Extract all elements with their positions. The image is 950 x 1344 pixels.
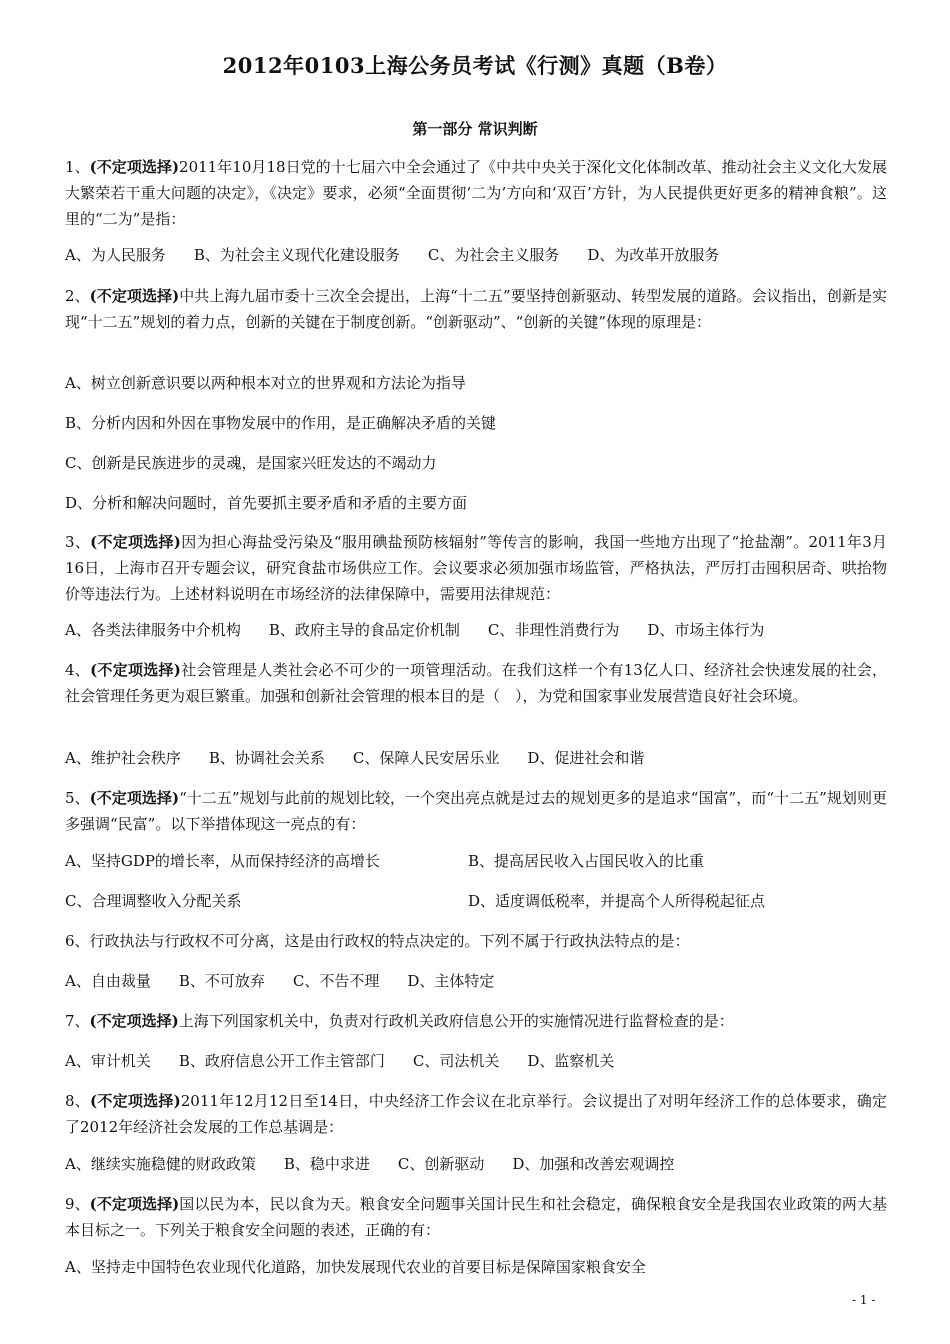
option-c: C、合理调整收入分配关系 [65, 892, 242, 910]
option-b: B、不可放弃 [178, 972, 265, 990]
question-type-tag: (不定项选择) [90, 533, 181, 551]
question-9-stem [65, 1191, 887, 1243]
option-b: B、政府主导的食品定价机制 [268, 621, 460, 639]
option-b: B、为社会主义现代化建设服务 [193, 246, 400, 264]
question-7-stem [65, 1008, 887, 1034]
question-2-option-d: D、分析和解决问题时，首先要抓主要矛盾和矛盾的主要方面 [65, 494, 468, 512]
section-heading: 第一部分 常识判断 [412, 120, 538, 138]
option-a: A、自由裁量 [65, 972, 151, 990]
option-d: D、促进社会和谐 [527, 749, 645, 767]
option-a: A、审计机关 [65, 1052, 151, 1070]
question-text: “十二五”规划与此前的规划比较，一个突出亮点就是过去的规划更多的是追求“国富”，而“十二五”规划则更多强调“民富”。以下举措体现这一亮点的有： [65, 789, 887, 833]
question-text: 社会管理是人类社会必不可少的一项管理活动。在我们这样一个有13亿人口、经济社会快速发展的社会，社会管理任务更为艰巨繁重。加强和创新社会管理的根本目的是（ ），为党和国家事业发展营造良好社会环境。 [65, 661, 888, 705]
question-number: 9、 [65, 1195, 90, 1213]
question-2-option-c: C、创新是民族进步的灵魂，是国家兴旺发达的不竭动力 [65, 454, 437, 472]
question-number: 2、 [65, 287, 90, 305]
question-9-option-a: A、坚持走中国特色农业现代化道路，加快发展现代农业的首要目标是保障国家粮食安全 [65, 1258, 646, 1276]
option-d: D、为改革开放服务 [587, 246, 720, 264]
question-type-tag: (不定项选择) [90, 661, 181, 679]
question-number: 6、 [65, 932, 90, 950]
question-text: 因为担心海盐受污染及“服用碘盐预防核辐射”等传言的影响，我国一些地方出现了“抢盐潮”。2011年3月16日，上海市召开专题会议，研究食盐市场供应工作。会议要求必须加强市场监管，严格执法，严厉打击囤积居奇、哄抬物价等违法行为。上述材料说明在市场经济的法律保障中，需要用法律规范： [65, 533, 888, 603]
page-number: - 1 - [852, 1293, 876, 1307]
question-type-tag: (不定项选择) [89, 158, 180, 176]
option-d: D、主体特定 [407, 972, 495, 990]
question-1-options [65, 242, 887, 268]
question-type-tag: (不定项选择) [90, 1092, 181, 1110]
question-number: 5、 [65, 789, 90, 807]
question-text: 上海下列国家机关中，负责对行政机关政府信息公开的实施情况进行监督检查的是： [178, 1012, 734, 1030]
question-text: 中共上海九届市委十三次全会提出，上海“十二五”要坚持创新驱动、转型发展的道路。会议指出，创新是实现“十二五”规划的着力点，创新的关键在于制度创新。“创新驱动”、“创新的关键”体现的原理是： [65, 287, 888, 331]
question-text: 2011年12月12日至14日，中央经济工作会议在北京举行。会议提出了对明年经济工作的总体要求，确定了2012年经济社会发展的工作总基调是： [65, 1092, 887, 1136]
option-a: A、坚持GDP的增长率，从而保持经济的高增长 [65, 852, 380, 870]
question-2-stem [65, 283, 887, 335]
option-a: A、为人民服务 [65, 246, 166, 264]
question-3-options [65, 617, 887, 643]
question-number: 4、 [65, 661, 91, 679]
question-8-options [65, 1151, 887, 1177]
question-number: 1、 [65, 158, 90, 176]
option-c: C、保障人民安居乐业 [352, 749, 500, 767]
option-c: C、不告不理 [292, 972, 380, 990]
question-1-stem [65, 154, 887, 232]
option-d: D、适度调低税率，并提高个人所得税起征点 [468, 892, 766, 910]
option-b: B、稳中求进 [283, 1155, 370, 1173]
option-a: A、继续实施稳健的财政政策 [65, 1155, 256, 1173]
question-text: 行政执法与行政权不可分离，这是由行政权的特点决定的。下列不属于行政执法特点的是： [89, 932, 690, 950]
question-number: 7、 [65, 1012, 90, 1030]
option-c: C、非理性消费行为 [487, 621, 620, 639]
question-6-options [65, 968, 887, 994]
option-d: D、市场主体行为 [647, 621, 765, 639]
question-type-tag: (不定项选择) [89, 1012, 179, 1030]
option-b: B、提高居民收入占国民收入的比重 [468, 852, 705, 870]
option-b: B、协调社会关系 [208, 749, 325, 767]
question-text: 2011年10月18日党的十七届六中全会通过了《中共中央关于深化文化体制改革、推动社会主义文化大发展大繁荣若干重大问题的决定》，《决定》要求，必须“全面贯彻‘二为’方向和‘双百’方针，为人民提供更好更多的精神食粮”。这里的“二为”是指： [65, 158, 887, 228]
question-2-option-b: B、分析内因和外因在事物发展中的作用，是正确解决矛盾的关键 [65, 414, 497, 432]
option-d: D、监察机关 [527, 1052, 615, 1070]
question-type-tag: (不定项选择) [89, 789, 180, 807]
option-a: A、各类法律服务中介机构 [65, 621, 241, 639]
question-3-stem [65, 529, 887, 607]
option-b: B、政府信息公开工作主管部门 [178, 1052, 385, 1070]
question-2-option-a: A、树立创新意识要以两种根本对立的世界观和方法论为指导 [65, 374, 466, 392]
document-title: 2012年0103上海公务员考试《行测》真题（B卷） [222, 53, 728, 78]
question-4-options [65, 745, 887, 771]
question-text: 国以民为本，民以食为天。粮食安全问题事关国计民生和社会稳定，确保粮食安全是我国农业政策的两大基本目标之一。下列关于粮食安全问题的表述，正确的有： [65, 1195, 888, 1239]
question-type-tag: (不定项选择) [89, 287, 180, 305]
question-5-stem [65, 785, 887, 837]
option-c: C、司法机关 [412, 1052, 500, 1070]
option-d: D、加强和改善宏观调控 [512, 1155, 675, 1173]
question-4-stem [65, 657, 887, 709]
option-c: C、为社会主义服务 [427, 246, 560, 264]
question-number: 8、 [65, 1092, 91, 1110]
question-number: 3、 [65, 533, 91, 551]
question-8-stem [65, 1088, 887, 1140]
question-7-options [65, 1048, 887, 1074]
option-c: C、创新驱动 [397, 1155, 485, 1173]
option-a: A、维护社会秩序 [65, 749, 181, 767]
question-type-tag: (不定项选择) [89, 1195, 180, 1213]
question-6-stem [65, 928, 887, 954]
